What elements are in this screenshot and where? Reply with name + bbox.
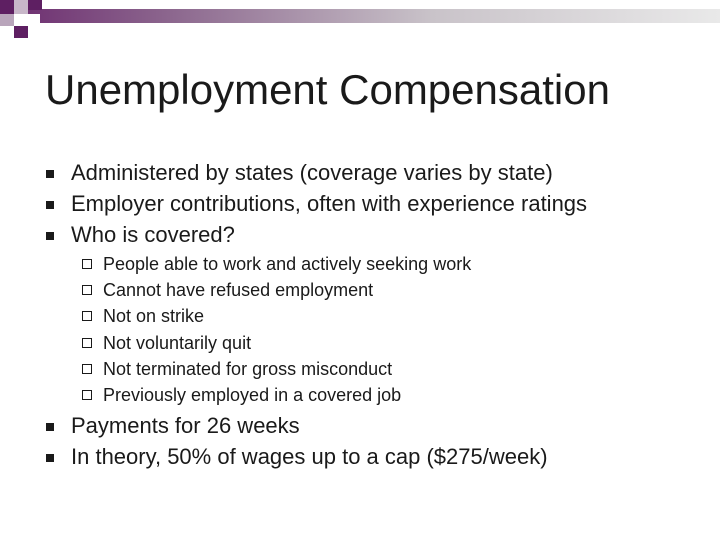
filled-square-bullet-icon [46, 423, 54, 431]
list-item-text: Not terminated for gross misconduct [103, 358, 393, 379]
bullet-list-top [45, 158, 705, 251]
hollow-square-bullet-icon [82, 364, 92, 374]
hollow-square-bullet-icon [82, 390, 92, 400]
list-item [45, 220, 705, 251]
list-item-text: Not voluntarily quit [103, 332, 252, 353]
list-item-text: Who is covered? [71, 222, 235, 247]
list-item [82, 330, 682, 356]
list-item-text: Administered by states (coverage varies by state) [71, 160, 553, 185]
list-item [45, 158, 705, 189]
list-item-text: In theory, 50% of wages up to a cap ($275/week) [71, 444, 548, 469]
filled-square-bullet-icon [46, 170, 54, 178]
list-item-text: Employer contributions, often with experience ratings [71, 191, 588, 216]
list-item [45, 442, 705, 473]
hollow-square-bullet-icon [82, 338, 92, 348]
filled-square-bullet-icon [46, 454, 54, 462]
list-item [82, 303, 682, 329]
filled-square-bullet-icon [46, 201, 54, 209]
hollow-square-bullet-icon [82, 311, 92, 321]
list-item-text: Payments for 26 weeks [71, 413, 300, 438]
banner-gradient-band [0, 9, 720, 23]
sub-bullet-list [82, 251, 682, 408]
banner-square [14, 26, 28, 38]
list-item [82, 251, 682, 277]
hollow-square-bullet-icon [82, 259, 92, 269]
list-item [82, 382, 682, 408]
bullet-list-bottom [45, 411, 705, 473]
list-item-text: Previously employed in a covered job [103, 384, 402, 405]
banner-square [28, 14, 40, 26]
slide-title: Unemployment Compensation [45, 66, 610, 113]
banner-square [0, 14, 14, 26]
list-item [45, 189, 705, 220]
list-item [45, 411, 705, 442]
hollow-square-bullet-icon [82, 285, 92, 295]
slide-banner [0, 0, 720, 40]
banner-square [0, 0, 14, 14]
list-item [82, 356, 682, 382]
banner-square [14, 14, 28, 26]
list-item [82, 277, 682, 303]
banner-square [28, 0, 42, 10]
list-item-text: Cannot have refused employment [103, 280, 374, 301]
list-item-text: Not on strike [103, 306, 205, 327]
list-item-text: People able to work and actively seeking work [103, 254, 472, 274]
banner-square [14, 0, 28, 14]
filled-square-bullet-icon [46, 232, 54, 240]
